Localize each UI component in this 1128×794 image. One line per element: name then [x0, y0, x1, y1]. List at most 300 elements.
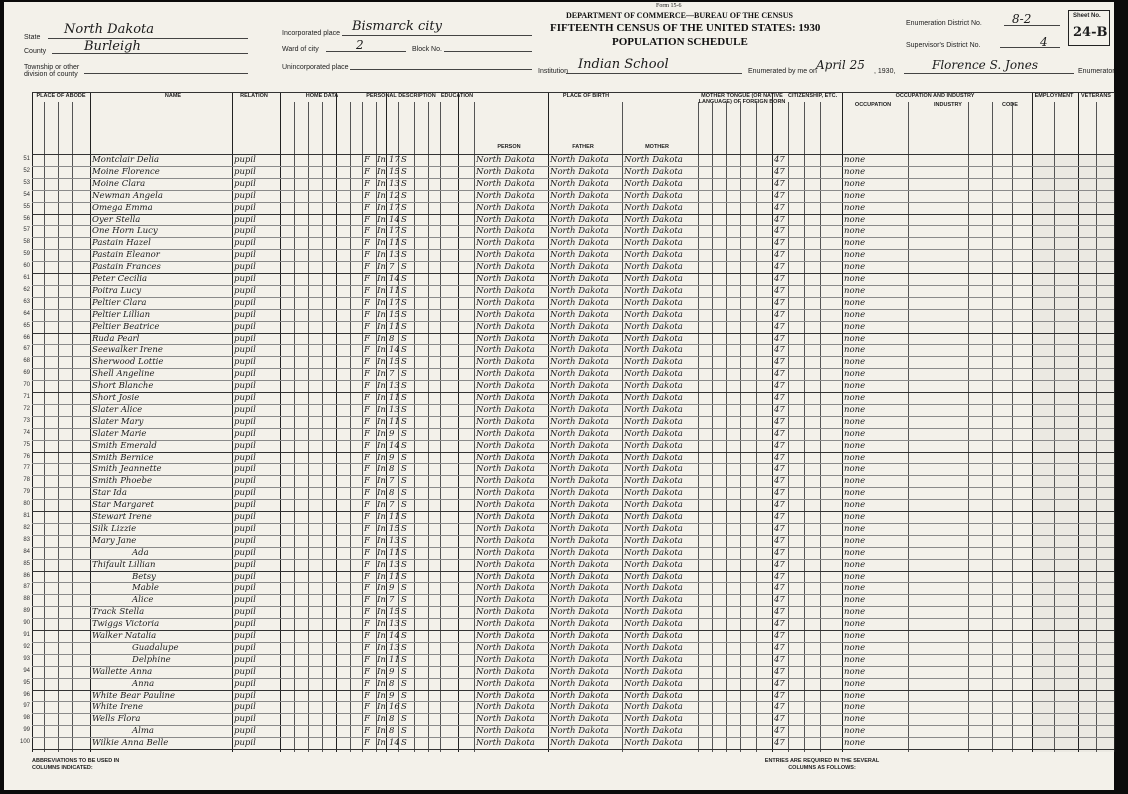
code-cell: 47: [774, 166, 785, 177]
name-cell: Pastain Eleanor: [92, 250, 160, 261]
birthplace-father-cell: North Dakota: [550, 547, 609, 558]
race-cell: In: [377, 559, 386, 570]
marital-status-cell: S: [401, 666, 407, 677]
name-cell: Wilkie Anna Belle: [92, 738, 169, 749]
marital-status-cell: S: [401, 226, 407, 237]
marital-status-cell: S: [401, 404, 407, 415]
age-cell: 14: [389, 738, 400, 749]
township-label: Township or other division of county: [24, 64, 80, 78]
relation-cell: pupil: [234, 226, 256, 237]
occupation-cell: none: [844, 476, 866, 487]
birthplace-mother-cell: North Dakota: [624, 214, 683, 225]
birthplace-mother-cell: North Dakota: [624, 440, 683, 451]
name-cell: Short Josie: [92, 393, 140, 403]
birthplace-father-cell: North Dakota: [550, 404, 609, 415]
birthplace-father-cell: North Dakota: [550, 274, 609, 284]
code-cell: 47: [774, 535, 785, 546]
age-cell: 9: [389, 428, 395, 439]
sex-cell: F: [364, 452, 370, 463]
sex-cell: F: [364, 488, 370, 499]
line-number: 91: [23, 632, 30, 638]
relation-cell: pupil: [234, 631, 256, 641]
birthplace-father-cell: North Dakota: [550, 631, 609, 641]
code-cell: 47: [774, 262, 785, 273]
relation-cell: pupil: [234, 262, 256, 273]
marital-status-cell: S: [401, 642, 407, 653]
code-cell: 47: [774, 547, 785, 558]
sex-cell: F: [364, 631, 370, 641]
birthplace-person-cell: North Dakota: [476, 226, 535, 237]
birthplace-mother-cell: North Dakota: [624, 642, 683, 653]
birthplace-person-cell: North Dakota: [476, 357, 535, 368]
birthplace-mother-cell: North Dakota: [624, 166, 683, 177]
marital-status-cell: S: [401, 547, 407, 558]
race-cell: In: [377, 726, 386, 737]
code-cell: 47: [774, 393, 785, 403]
race-cell: In: [377, 321, 386, 332]
race-cell: In: [377, 226, 386, 237]
line-number: 83: [23, 536, 30, 543]
race-cell: In: [377, 488, 386, 499]
line-number: 65: [23, 322, 30, 329]
code-cell: 47: [774, 571, 785, 582]
unincorporated-label: Unincorporated place: [282, 64, 349, 71]
line-number: 81: [23, 513, 30, 519]
sex-cell: F: [364, 214, 370, 225]
birthplace-person-cell: North Dakota: [476, 274, 535, 284]
birthplace-person-cell: North Dakota: [476, 726, 535, 737]
birthplace-mother-cell: North Dakota: [624, 595, 683, 606]
birthplace-person-cell: North Dakota: [476, 297, 535, 308]
occupation-cell: none: [844, 738, 866, 749]
subhead-industry: INDUSTRY: [934, 102, 962, 108]
occupation-cell: none: [844, 571, 866, 582]
name-cell: White Irene: [92, 702, 144, 713]
line-number: 98: [23, 715, 30, 722]
marital-status-cell: S: [401, 238, 407, 249]
birthplace-father-cell: North Dakota: [550, 226, 609, 237]
race-cell: In: [377, 428, 386, 439]
relation-cell: pupil: [234, 642, 256, 653]
code-cell: 47: [774, 559, 785, 570]
code-cell: 47: [774, 357, 785, 368]
sex-cell: F: [364, 178, 370, 189]
birthplace-person-cell: North Dakota: [476, 607, 535, 618]
relation-cell: pupil: [234, 309, 256, 320]
relation-cell: pupil: [234, 500, 256, 511]
line-number: 80: [23, 501, 30, 508]
birthplace-father-cell: North Dakota: [550, 714, 609, 725]
occupation-cell: none: [844, 702, 866, 713]
marital-status-cell: S: [401, 488, 407, 499]
line-number: 88: [23, 596, 30, 603]
age-cell: 14: [389, 440, 400, 451]
relation-cell: pupil: [234, 512, 256, 522]
occupation-cell: none: [844, 333, 866, 344]
year-label: , 1930,: [874, 68, 896, 75]
marital-status-cell: S: [401, 714, 407, 725]
sex-cell: F: [364, 535, 370, 546]
race-cell: In: [377, 202, 386, 213]
relation-cell: pupil: [234, 476, 256, 487]
age-cell: 8: [389, 488, 395, 499]
birthplace-person-cell: North Dakota: [476, 654, 535, 665]
age-cell: 13: [389, 642, 400, 653]
relation-cell: pupil: [234, 202, 256, 213]
birthplace-father-cell: North Dakota: [550, 369, 609, 380]
sex-cell: F: [364, 321, 370, 332]
birthplace-person-cell: North Dakota: [476, 262, 535, 273]
code-cell: 47: [774, 178, 785, 189]
age-cell: 7: [389, 476, 395, 487]
line-number: 92: [23, 643, 30, 650]
marital-status-cell: S: [401, 631, 407, 641]
race-cell: In: [377, 274, 386, 284]
race-cell: In: [377, 404, 386, 415]
subhead-occupation: OCCUPATION: [854, 102, 892, 108]
code-cell: 47: [774, 250, 785, 261]
birthplace-person-cell: North Dakota: [476, 595, 535, 606]
line-number: 55: [23, 203, 30, 210]
code-cell: 47: [774, 226, 785, 237]
sex-cell: F: [364, 476, 370, 487]
birthplace-mother-cell: North Dakota: [624, 607, 683, 618]
birthplace-father-cell: North Dakota: [550, 476, 609, 487]
section-place-of-birth: PLACE OF BIRTH: [562, 93, 610, 99]
name-cell: Alice: [132, 595, 154, 606]
occupation-cell: none: [844, 512, 866, 522]
birthplace-mother-cell: North Dakota: [624, 381, 683, 392]
birthplace-person-cell: North Dakota: [476, 571, 535, 582]
sex-cell: F: [364, 559, 370, 570]
section-name: NAME: [164, 93, 182, 99]
birthplace-person-cell: North Dakota: [476, 369, 535, 380]
birthplace-father-cell: North Dakota: [550, 512, 609, 522]
relation-cell: pupil: [234, 607, 256, 618]
age-cell: 11: [389, 416, 400, 427]
race-cell: In: [377, 619, 386, 630]
marital-status-cell: S: [401, 476, 407, 487]
age-cell: 15: [389, 357, 400, 368]
code-cell: 47: [774, 583, 785, 594]
relation-cell: pupil: [234, 369, 256, 380]
birthplace-father-cell: North Dakota: [550, 726, 609, 737]
ward-value: 2: [356, 38, 364, 52]
name-cell: Peltier Lillian: [92, 309, 151, 320]
code-cell: 47: [774, 607, 785, 618]
birthplace-father-cell: North Dakota: [550, 345, 609, 356]
marital-status-cell: S: [401, 297, 407, 308]
sex-cell: F: [364, 238, 370, 249]
marital-status-cell: S: [401, 535, 407, 546]
subhead-father: FATHER: [572, 144, 594, 150]
birthplace-person-cell: North Dakota: [476, 523, 535, 534]
birthplace-person-cell: North Dakota: [476, 345, 535, 356]
marital-status-cell: S: [401, 345, 407, 356]
occupation-cell: none: [844, 452, 866, 463]
birthplace-mother-cell: North Dakota: [624, 274, 683, 284]
sex-cell: F: [364, 428, 370, 439]
age-cell: 13: [389, 535, 400, 546]
occupation-cell: none: [844, 226, 866, 237]
name-cell: White Bear Pauline: [92, 690, 176, 701]
birthplace-mother-cell: North Dakota: [624, 702, 683, 713]
race-cell: In: [377, 631, 386, 641]
sex-cell: F: [364, 297, 370, 308]
relation-cell: pupil: [234, 440, 256, 451]
name-cell: Stewart Irene: [92, 512, 152, 522]
code-cell: 47: [774, 738, 785, 749]
relation-cell: pupil: [234, 678, 256, 689]
occupation-cell: none: [844, 523, 866, 534]
schedule-title: POPULATION SCHEDULE: [612, 36, 748, 48]
marital-status-cell: S: [401, 262, 407, 273]
line-number: 67: [23, 346, 30, 353]
sex-cell: F: [364, 500, 370, 511]
race-cell: In: [377, 595, 386, 606]
race-cell: In: [377, 738, 386, 749]
state-value: North Dakota: [64, 22, 154, 37]
birthplace-mother-cell: North Dakota: [624, 309, 683, 320]
occupation-cell: none: [844, 583, 866, 594]
race-cell: In: [377, 607, 386, 618]
birthplace-father-cell: North Dakota: [550, 583, 609, 594]
birthplace-mother-cell: North Dakota: [624, 250, 683, 261]
name-cell: Peltier Clara: [92, 297, 147, 308]
birthplace-mother-cell: North Dakota: [624, 654, 683, 665]
code-cell: 47: [774, 654, 785, 665]
code-cell: 47: [774, 297, 785, 308]
birthplace-person-cell: North Dakota: [476, 547, 535, 558]
birthplace-mother-cell: North Dakota: [624, 690, 683, 701]
birthplace-father-cell: North Dakota: [550, 202, 609, 213]
marital-status-cell: S: [401, 428, 407, 439]
line-number: 69: [23, 370, 30, 377]
birthplace-person-cell: North Dakota: [476, 321, 535, 332]
occupation-cell: none: [844, 535, 866, 546]
code-cell: 47: [774, 190, 785, 201]
code-cell: 47: [774, 595, 785, 606]
race-cell: In: [377, 500, 386, 511]
birthplace-mother-cell: North Dakota: [624, 738, 683, 749]
code-cell: 47: [774, 464, 785, 475]
code-cell: 47: [774, 678, 785, 689]
birthplace-father-cell: North Dakota: [550, 488, 609, 499]
birthplace-person-cell: North Dakota: [476, 738, 535, 749]
occupation-cell: none: [844, 238, 866, 249]
sex-cell: F: [364, 619, 370, 630]
race-cell: In: [377, 654, 386, 665]
name-cell: Shell Angeline: [92, 369, 155, 380]
age-cell: 14: [389, 631, 400, 641]
race-cell: In: [377, 523, 386, 534]
birthplace-person-cell: North Dakota: [476, 476, 535, 487]
code-cell: 47: [774, 440, 785, 451]
name-cell: Moine Florence: [92, 166, 160, 177]
birthplace-mother-cell: North Dakota: [624, 155, 683, 165]
line-number: 71: [23, 394, 30, 400]
sex-cell: F: [364, 345, 370, 356]
relation-cell: pupil: [234, 333, 256, 344]
code-cell: 47: [774, 452, 785, 463]
relation-cell: pupil: [234, 583, 256, 594]
sex-cell: F: [364, 738, 370, 749]
name-cell: Slater Mary: [92, 416, 144, 427]
birthplace-mother-cell: North Dakota: [624, 393, 683, 403]
birthplace-father-cell: North Dakota: [550, 321, 609, 332]
birthplace-person-cell: North Dakota: [476, 690, 535, 701]
birthplace-mother-cell: North Dakota: [624, 226, 683, 237]
age-cell: 13: [389, 559, 400, 570]
birthplace-father-cell: North Dakota: [550, 357, 609, 368]
line-number: 73: [23, 417, 30, 424]
name-cell: Smith Phoebe: [92, 476, 153, 487]
birthplace-mother-cell: North Dakota: [624, 714, 683, 725]
sex-cell: F: [364, 285, 370, 296]
birthplace-person-cell: North Dakota: [476, 381, 535, 392]
age-cell: 7: [389, 500, 395, 511]
marital-status-cell: S: [401, 321, 407, 332]
name-cell: Star Ida: [92, 488, 127, 499]
name-cell: Mary Jane: [92, 535, 137, 546]
line-number: 51: [23, 156, 30, 162]
marital-status-cell: S: [401, 702, 407, 713]
occupation-cell: none: [844, 440, 866, 451]
age-cell: 8: [389, 464, 395, 475]
age-cell: 7: [389, 369, 395, 380]
age-cell: 9: [389, 666, 395, 677]
name-cell: Slater Marie: [92, 428, 147, 439]
name-cell: Peltier Beatrice: [92, 321, 160, 332]
birthplace-person-cell: North Dakota: [476, 559, 535, 570]
race-cell: In: [377, 155, 386, 165]
code-cell: 47: [774, 702, 785, 713]
population-table: [19, 92, 1114, 752]
birthplace-person-cell: North Dakota: [476, 214, 535, 225]
sup-district-label: Supervisor's District No.: [906, 42, 981, 49]
line-number: 96: [23, 691, 30, 698]
sex-cell: F: [364, 523, 370, 534]
birthplace-father-cell: North Dakota: [550, 309, 609, 320]
birthplace-father-cell: North Dakota: [550, 333, 609, 344]
marital-status-cell: S: [401, 416, 407, 427]
sex-cell: F: [364, 262, 370, 273]
sheet-label: Sheet No.: [1073, 13, 1101, 19]
relation-cell: pupil: [234, 297, 256, 308]
marital-status-cell: S: [401, 155, 407, 165]
footer-abbreviations: ABBREVIATIONS TO BE USED IN COLUMNS INDICATED:: [32, 758, 120, 771]
sex-cell: F: [364, 274, 370, 284]
section-employment: EMPLOYMENT: [1034, 93, 1074, 99]
footer-entries-required: ENTRIES ARE REQUIRED IN THE SEVERAL COLUMNS AS FOLLOWS:: [764, 758, 880, 771]
code-cell: 47: [774, 202, 785, 213]
line-number: 85: [23, 560, 30, 567]
relation-cell: pupil: [234, 452, 256, 463]
race-cell: In: [377, 285, 386, 296]
marital-status-cell: S: [401, 369, 407, 380]
relation-cell: pupil: [234, 274, 256, 284]
birthplace-mother-cell: North Dakota: [624, 666, 683, 677]
age-cell: 14: [389, 214, 400, 225]
marital-status-cell: S: [401, 595, 407, 606]
name-cell: Peter Cecilia: [92, 274, 148, 284]
age-cell: 13: [389, 404, 400, 415]
sex-cell: F: [364, 333, 370, 344]
sex-cell: F: [364, 607, 370, 618]
birthplace-person-cell: North Dakota: [476, 642, 535, 653]
birthplace-father-cell: North Dakota: [550, 428, 609, 439]
sex-cell: F: [364, 190, 370, 201]
section-veterans: VETERANS: [1081, 93, 1111, 99]
age-cell: 11: [389, 393, 400, 403]
race-cell: In: [377, 547, 386, 558]
age-cell: 9: [389, 452, 395, 463]
census-sheet: [4, 2, 1114, 790]
relation-cell: pupil: [234, 357, 256, 368]
section-personal-description: PERSONAL DESCRIPTION: [366, 93, 436, 99]
sex-cell: F: [364, 654, 370, 665]
sex-cell: F: [364, 678, 370, 689]
occupation-cell: none: [844, 202, 866, 213]
code-cell: 47: [774, 274, 785, 284]
birthplace-father-cell: North Dakota: [550, 642, 609, 653]
marital-status-cell: S: [401, 654, 407, 665]
marital-status-cell: S: [401, 619, 407, 630]
line-number: 70: [23, 382, 30, 389]
birthplace-father-cell: North Dakota: [550, 166, 609, 177]
relation-cell: pupil: [234, 250, 256, 261]
line-number: 53: [23, 179, 30, 186]
occupation-cell: none: [844, 155, 866, 165]
line-number: 54: [23, 191, 30, 198]
line-number: 66: [23, 334, 30, 341]
birthplace-father-cell: North Dakota: [550, 738, 609, 749]
birthplace-mother-cell: North Dakota: [624, 404, 683, 415]
line-number: 52: [23, 167, 30, 174]
birthplace-person-cell: North Dakota: [476, 393, 535, 403]
relation-cell: pupil: [234, 178, 256, 189]
code-cell: 47: [774, 619, 785, 630]
birthplace-mother-cell: North Dakota: [624, 583, 683, 594]
relation-cell: pupil: [234, 702, 256, 713]
age-cell: 8: [389, 726, 395, 737]
birthplace-father-cell: North Dakota: [550, 285, 609, 296]
marital-status-cell: S: [401, 559, 407, 570]
enumerated-label: Enumerated by me on: [748, 68, 817, 75]
race-cell: In: [377, 666, 386, 677]
sex-cell: F: [364, 369, 370, 380]
code-cell: 47: [774, 714, 785, 725]
sex-cell: F: [364, 250, 370, 261]
name-cell: Walker Natalia: [92, 631, 157, 641]
sex-cell: F: [364, 393, 370, 403]
name-cell: Silk Lizzie: [92, 523, 137, 534]
race-cell: In: [377, 214, 386, 225]
marital-status-cell: S: [401, 393, 407, 403]
line-number: 99: [23, 727, 30, 734]
line-number: 76: [23, 453, 30, 460]
line-number: 75: [23, 441, 30, 448]
birthplace-person-cell: North Dakota: [476, 190, 535, 201]
subhead-code: CODE: [1002, 102, 1018, 108]
enum-district-value: 8-2: [1012, 12, 1032, 26]
birthplace-father-cell: North Dakota: [550, 464, 609, 475]
code-cell: 47: [774, 238, 785, 249]
relation-cell: pupil: [234, 523, 256, 534]
birthplace-mother-cell: North Dakota: [624, 297, 683, 308]
sex-cell: F: [364, 690, 370, 701]
birthplace-father-cell: North Dakota: [550, 440, 609, 451]
